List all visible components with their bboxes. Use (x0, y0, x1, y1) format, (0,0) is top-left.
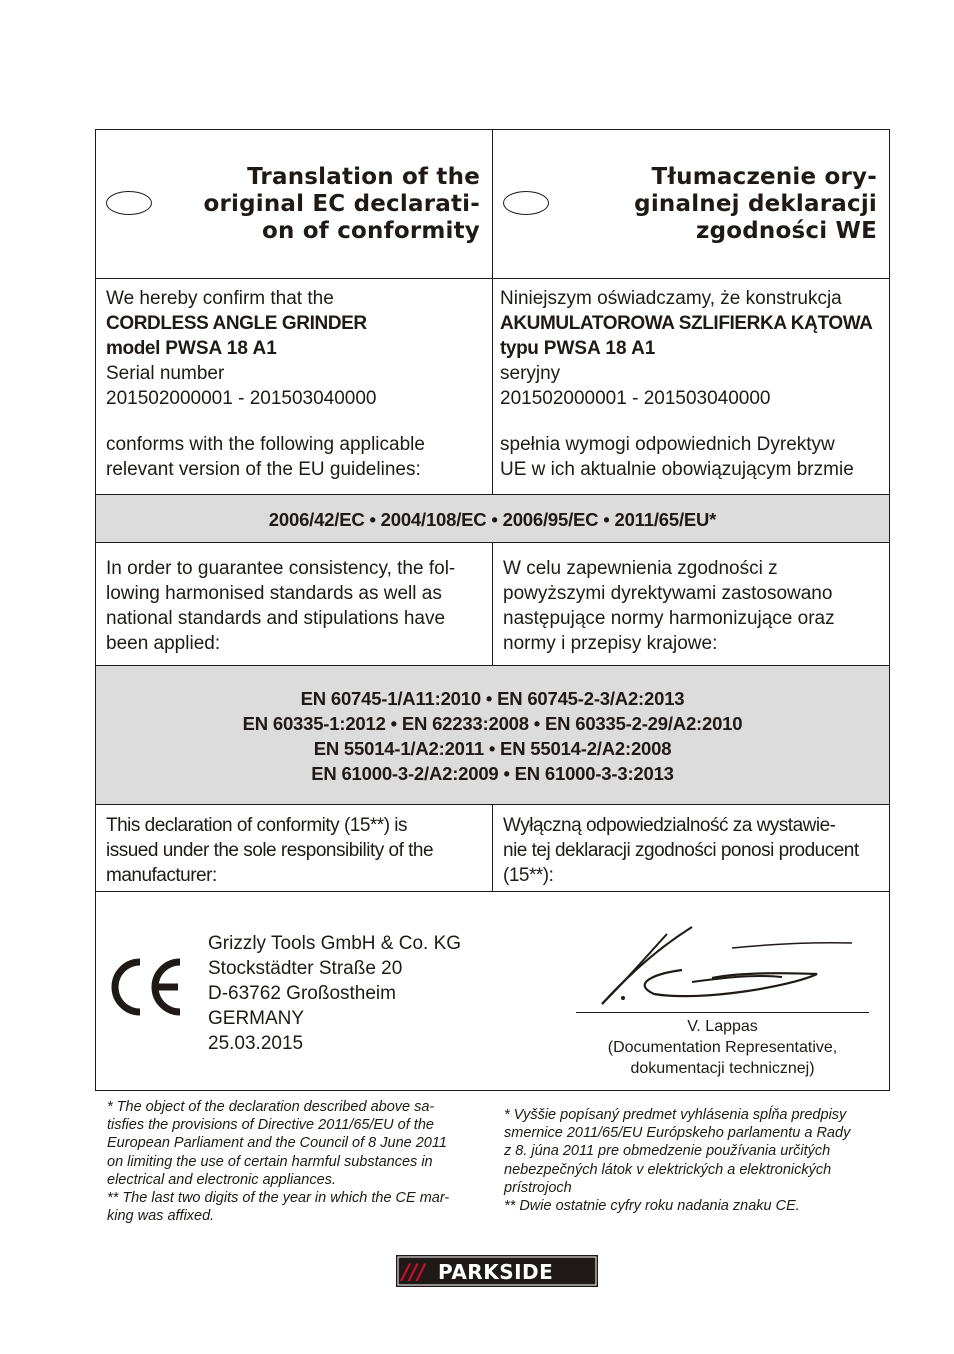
title-polish: Tłumaczenie ory- ginalnej deklaracji zgodności WE (634, 164, 877, 244)
standards-line: EN 60745-1/A11:2010 • EN 60745-2-3/A2:2013 (300, 688, 685, 709)
svg-text:PARKSIDE: PARKSIDE (438, 1260, 554, 1284)
serial-range: 201502000001 - 201503040000 (106, 388, 377, 409)
standards-line: EN 61000-3-2/A2:2009 • EN 61000-3-3:2013 (311, 763, 674, 784)
language-oval-icon (503, 191, 549, 215)
intro-row (96, 279, 889, 495)
intro-text-english: We hereby confirm that the CORDLESS ANGLE GRINDER model PWSA 18 A1 Serial number 201502000001 - 201503040000 conforms with the following applicable relevant version of the EU guidelines: (106, 286, 484, 482)
standards-intro-english: In order to guarantee consistency, the fol- lowing harmonised standards as well as national standards and stipulations have been applied: (106, 558, 456, 654)
parkside-logo (396, 1255, 598, 1287)
signature-line (576, 1012, 869, 1013)
footnote-english: * The object of the declaration described above sa- tisfies the provisions of Directive 2011/65/EU of the European Parliament and the Council of 8 June 2011 on limiting the use of certain harmful substances in electrical and electronic appliances. ** The last two digits of the year in which the CE mar- king was affixed. (107, 1099, 450, 1225)
intro-right-cell (493, 279, 889, 494)
product-name: CORDLESS ANGLE GRINDER (106, 313, 367, 334)
responsibility-polish: Wyłączną odpowiedzialność za wystawie- nie tej deklaracji zgodności ponosi producent (15**): (503, 815, 859, 886)
standards-intro-right-cell (493, 543, 889, 665)
declaration-date: 25.03.2015 (208, 1033, 304, 1054)
signer-block: V. Lappas (Documentation Representative, dokumentacji technicznej) (576, 1016, 869, 1079)
title-english: Translation of the original EC declarati- on of conformity (203, 164, 480, 244)
standards-intro-left-cell (96, 543, 493, 665)
directives-band (96, 495, 889, 543)
responsibility-row (96, 805, 889, 892)
intro-text-polish: Niniejszym oświadczamy, że konstrukcja AKUMULATOROWA SZLIFIERKA KĄTOWA typu PWSA 18 A1 seryjny 201502000001 - 201503040000 spełnia wymogi odpowiednich Dyrektyw UE w ich aktualnie obowiązującym brzmie (500, 286, 887, 482)
intro-left-cell (96, 279, 493, 494)
standards-list (96, 686, 889, 786)
responsibility-left-cell (96, 805, 493, 891)
declaration-table (95, 129, 890, 1091)
manufacturer-row (96, 892, 889, 1090)
standards-line: EN 55014-1/A2:2011 • EN 55014-2/A2:2008 (313, 738, 672, 759)
header-right-cell (493, 130, 889, 278)
responsibility-right-cell (493, 805, 889, 891)
footnote-slovak: * Vyššie popísaný predmet vyhlásenia spĺňa predpisy smernice 2011/65/EU Európskeho parlamentu a Rady z 8. júna 2011 pre obmedzenie používania určitých nebezpečných látok v elektrických a elektronických prístrojoch ** Dwie ostatnie cyfry roku nadania znaku CE. (504, 1107, 851, 1215)
signature-image (592, 922, 862, 1012)
model-number: PWSA 18 A1 (543, 338, 656, 359)
svg-text:///: /// (402, 1260, 426, 1284)
signer-name: V. Lappas (687, 1018, 758, 1035)
serial-range: 201502000001 - 201503040000 (500, 388, 771, 409)
manufacturer-address: Grizzly Tools GmbH & Co. KG Stockstädter Straße 20 D-63762 Großostheim GERMANY 25.03.2015 (208, 933, 462, 1054)
header-left-cell (96, 130, 493, 278)
ce-mark-icon (108, 956, 188, 1018)
language-oval-icon (106, 191, 152, 215)
model-number: PWSA 18 A1 (165, 338, 277, 359)
standards-line: EN 60335-1:2012 • EN 62233:2008 • EN 60335-2-29/A2:2010 (242, 713, 743, 734)
product-name: AKUMULATOROWA SZLIFIERKA KĄTOWA (500, 313, 873, 334)
directives-list: 2006/42/EC • 2004/108/EC • 2006/95/EC • 2011/65/EU* (268, 509, 717, 530)
standards-intro-row (96, 543, 889, 666)
standards-band (96, 666, 889, 805)
header-row (96, 130, 889, 279)
standards-intro-polish: W celu zapewnienia zgodności z powyższymi dyrektywami zastosowano następujące normy harmonizujące oraz normy i przepisy krajowe: (503, 558, 835, 654)
responsibility-english: This declaration of conformity (15**) is issued under the sole responsibility of the manufacturer: (106, 815, 434, 886)
